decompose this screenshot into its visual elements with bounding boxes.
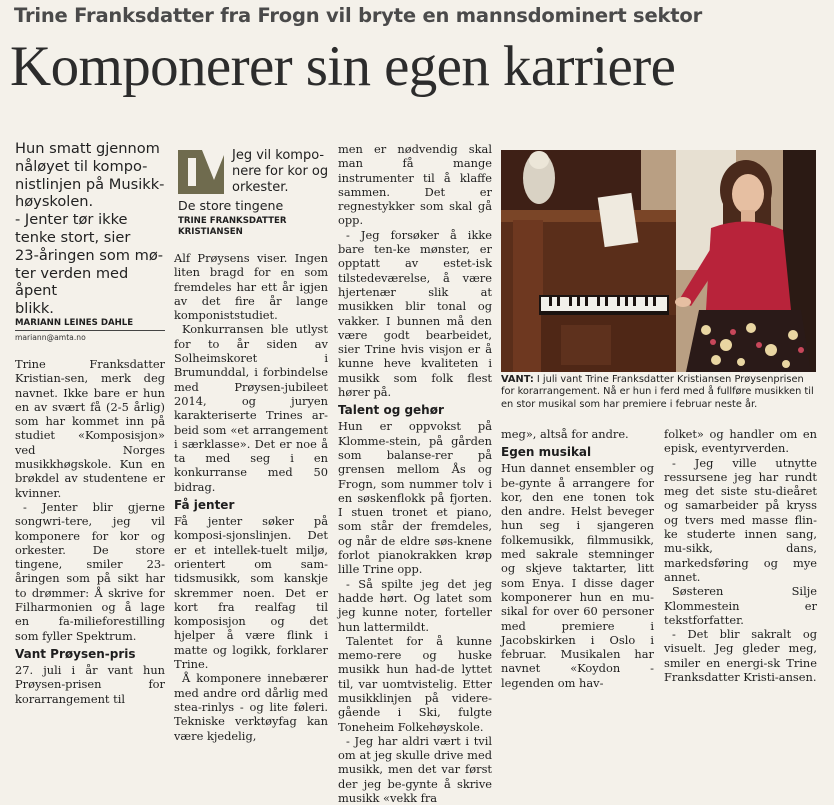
headline: Komponerer sin egen karriere bbox=[10, 35, 676, 98]
paragraph: folket» og handler om en episk, eventyrverden. bbox=[664, 427, 817, 456]
photo-pianist bbox=[501, 150, 816, 372]
lead-line: tenke stort, sier bbox=[15, 228, 131, 246]
paragraph: - Så spilte jeg det jeg hadde hørt. Og latet som jeg kunne noter, forteller hun lattermildt. bbox=[338, 576, 492, 634]
paragraph: - Det blir sakralt og visuelt. Jeg gleder meg, smiler en energi-sk Trine Franksdatter Kristi-ansen. bbox=[664, 627, 817, 685]
paragraph: Å komponere innebærer med andre ord dårlig med stea-rinlys - og lite føleri. Tekniske verktøyfag kan være kjedelig, bbox=[174, 671, 328, 743]
lead-line: - Jenter tør ikke bbox=[15, 211, 128, 229]
lead-line: 23-åringen som mø- bbox=[15, 246, 164, 264]
byline-email[interactable]: mariann@amta.no bbox=[15, 333, 86, 342]
article-column-5 bbox=[664, 427, 817, 684]
subheading-vant-proysen-pris: Vant Prøysen-pris bbox=[15, 646, 136, 661]
paragraph: - Jeg ville utnytte ressursene jeg har rundt meg det siste stu-dieåret og samarbeider på kryss og tvers med masse flin-ke studerte innen sang, mu-sikk, dans, markedsføring og mye annet. bbox=[664, 455, 817, 584]
lead-line: nåløyet til kompo- bbox=[15, 157, 148, 175]
paragraph: Få jenter søker på komposi-sjonslinjen. Det er et intellek-tuelt miljø, orientert om sam-tidsmusikk, som kanskje skremmer noen. Det er kort fra realfag til komposisjon og det hjelper å være flink i matte og logikk, forklarer Trine. bbox=[174, 514, 328, 672]
paragraph: 27. juli i år vant hun Prøysen-prisen for korarrangement til bbox=[15, 662, 165, 706]
lead-line: nistlinjen på Musikk- bbox=[15, 175, 165, 193]
pull-quote-text: Jeg vil kompo-nere for kor og orkester. bbox=[232, 148, 329, 196]
paragraph: Hun er oppvokst på Klomme-stein, på gården som balanse-rer på grensen mellom Ås og Frogn, som nummer tolv i en søskenflokk på fjorten. I stuen tronet et piano, som står der fremdeles, og når de eldre søs-knene forlot pianokrakken krøp lille Trine opp. bbox=[338, 419, 492, 577]
subheading-talent-og-gehor: Talent og gehør bbox=[338, 403, 444, 418]
paragraph: - Jeg har aldri vært i tvil om at jeg skulle drive med musikk, men det var først der jeg be-gynte å skrive musikk «vekk fra bbox=[338, 733, 492, 805]
pull-quote-source: De store tingene bbox=[178, 198, 284, 213]
lead-line: høyskolen. bbox=[15, 193, 94, 211]
paragraph: Talentet for å kunne memo-rere og huske musikk hun had-de lyttet til, var uomtvistelig. Etter musikklinjen på videre-gående i Ski, fulgte Toneheim Folkehøyskole. bbox=[338, 633, 492, 734]
lead-line: Hun smatt gjennom bbox=[15, 140, 160, 157]
paragraph: meg», altså for andre. bbox=[501, 427, 629, 441]
article-column-1 bbox=[15, 357, 165, 706]
paragraph: - Jeg forsøker å ikke bare ten-ke mønster, er opptatt av estet-isk tilstedeværelse, å være hjertenær slik at musikken blir tonal og vakker. I bunnen må den være godt bearbeidet, sier Trine hvis visjon er å kunne heve kvaliteten i musikk som folk flest hører på. bbox=[338, 227, 492, 400]
article-column-2 bbox=[174, 251, 328, 743]
subheading-fa-jenter: Få jenter bbox=[174, 498, 235, 513]
photo-caption bbox=[501, 374, 817, 411]
byline: MARIANN LEINES DAHLE bbox=[15, 318, 165, 331]
pull-quote-name: TRINE FRANKSDATTER KRISTIANSEN bbox=[178, 216, 287, 237]
article-column-4 bbox=[501, 427, 654, 690]
paragraph: Trine Franksdatter Kristian-sen, merk deg navnet. Ikke bare er hun en av svært få (2-5 årlig) som har kommet inn på studiet «Komposisjon» ved Norges musikkhøgskole. Kun en brøkdel av studentene er kvinner. bbox=[15, 357, 165, 500]
lead-paragraph bbox=[15, 140, 167, 318]
paragraph: Søsteren Silje Klommestein er tekstforfatter. bbox=[664, 584, 817, 627]
quote-mark-icon bbox=[178, 150, 224, 194]
caption-label: VANT: bbox=[501, 374, 534, 385]
subheading-egen-musikal: Egen musikal bbox=[501, 445, 592, 460]
paragraph: Hun dannet ensembler og be-gynte å arrangere for kor, den ene tonen tok den andre. Helst beveger hun seg i sjangeren folkemusikk, filmmusikk, med sakrale stemninger og skjeve taktarter, litt som Enya. I disse dager komponerer hun en mu-sikal for over 60 personer med premiere i Jacobskirken i Oslo i februar. Musikalen har navnet «Koydon - legenden om hav- bbox=[501, 461, 654, 690]
lead-line: ter verden med åpent bbox=[15, 264, 129, 300]
kicker: Trine Franksdatter fra Frogn vil bryte en mannsdominert sektor bbox=[14, 4, 702, 27]
paragraph: Konkurransen ble utlyst for to år siden av Solheimskoret i Brumunddal, i forbindelse med Prøysen-jubileet 2014, og juryen karakteriserte Trines ar-beid som «et arrangement i særklasse». Det er noe å ta med seg i en konkurranse med 50 bidrag. bbox=[174, 322, 328, 494]
article-photo bbox=[501, 150, 816, 372]
caption-text: I juli vant Trine Franksdatter Kristiansen Prøysenprisen for korarrangement. Nå er hun i ferd med å fullføre musikken til en stor musikal som har premiere i februar neste år. bbox=[501, 374, 814, 410]
paragraph: - Jenter blir gjerne songwri-tere, jeg vil komponere for kor og orkester. De store tingene, smiler 23-åringen som på sikt har to drømmer: Å skrive for Filharmonien og å lage en fa-milieforestilling som fyller Spektrum. bbox=[15, 499, 165, 643]
article-column-3 bbox=[338, 142, 492, 805]
paragraph: Alf Prøysens viser. Ingen liten bragd for en som fremdeles har ett år igjen av det fire år lange komponiststudiet. bbox=[174, 251, 328, 323]
paragraph: men er nødvendig skal man få mange instrumenter til å klaffe sammen. Det er regnestykker som skal gå opp. bbox=[338, 142, 492, 228]
lead-line: blikk. bbox=[15, 300, 54, 318]
